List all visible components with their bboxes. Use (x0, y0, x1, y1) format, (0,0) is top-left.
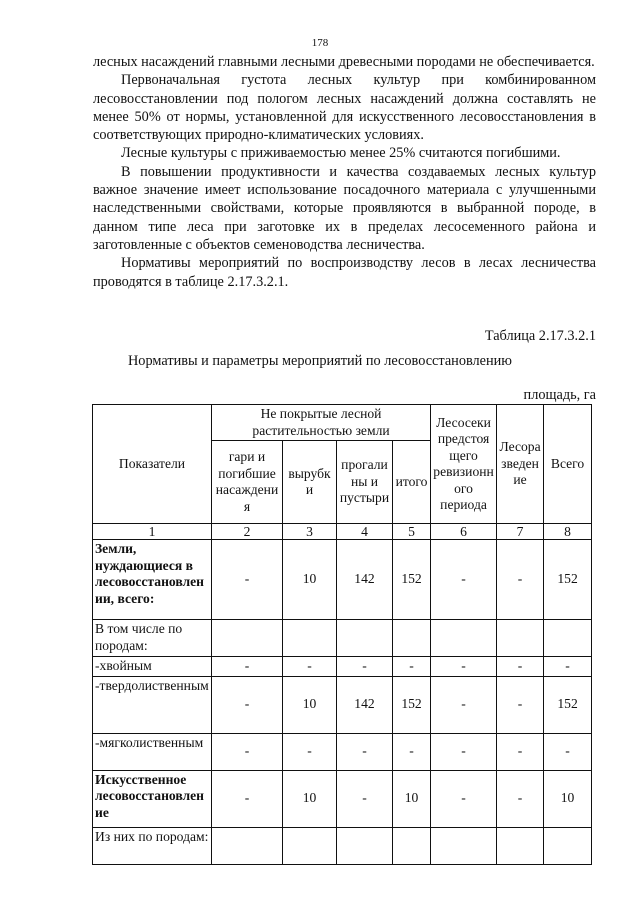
column-number: 4 (337, 524, 393, 540)
table-row (93, 676, 592, 733)
cell-value: - (283, 657, 337, 677)
table-row (93, 733, 592, 770)
header-clearings: вырубки (283, 441, 337, 524)
cell-value (393, 827, 431, 864)
cell-value (544, 620, 592, 657)
header-burned-dead-stands: гари и погибшие насаждения (212, 441, 283, 524)
row-label: В том числе по породам: (93, 620, 212, 657)
table-row (93, 620, 592, 657)
cell-value (431, 827, 497, 864)
header-indicators: Показатели (93, 405, 212, 524)
cell-value: - (337, 733, 393, 770)
table-row (93, 657, 592, 677)
table-units: площадь, га (523, 387, 596, 403)
column-number: 3 (283, 524, 337, 540)
cell-value: 10 (283, 676, 337, 733)
cell-value: 152 (544, 676, 592, 733)
cell-value: 152 (544, 540, 592, 620)
row-label: Земли, нуждающиеся в лесовосстановлении, всего: (93, 540, 212, 620)
table-row (93, 770, 592, 827)
cell-value: - (337, 657, 393, 677)
cell-value: - (337, 770, 393, 827)
cell-value (337, 827, 393, 864)
cell-value: 10 (283, 770, 337, 827)
page-number: 178 (311, 37, 329, 49)
row-label: Из них по породам: (93, 827, 212, 864)
cell-value (212, 620, 283, 657)
cell-value (393, 620, 431, 657)
paragraph: Первоначальная густота лесных культур при комбинированном лесовосстановлении под пологом лесных насаждений должна составлять не менее 50% от нормы, установленной для искусственного лесовосстановления в соответствующих природно-климатических условиях. (93, 72, 596, 144)
cell-value: - (497, 540, 544, 620)
column-number: 7 (497, 524, 544, 540)
row-label: -мягколиственным (93, 733, 212, 770)
cell-value: 142 (337, 676, 393, 733)
row-label: -хвойным (93, 657, 212, 677)
cell-value: - (431, 540, 497, 620)
reforestation-norms-table (92, 404, 592, 865)
cell-value: - (283, 733, 337, 770)
table-number: Таблица 2.17.3.2.1 (484, 328, 596, 344)
cell-value: - (431, 657, 497, 677)
cell-value (431, 620, 497, 657)
cell-value: - (431, 733, 497, 770)
table-row (93, 540, 592, 620)
cell-value: - (544, 733, 592, 770)
header-not-covered-lands: Не покрытые лесной растительностью земли (212, 405, 431, 441)
paragraph: Лесные культуры с приживаемостью менее 25% считаются погибшими. (121, 145, 561, 162)
cell-value: - (431, 770, 497, 827)
column-number: 2 (212, 524, 283, 540)
table-row (93, 827, 592, 864)
header-glades-wastelands: прогалины и пустыри (337, 441, 393, 524)
cell-value: 10 (393, 770, 431, 827)
cell-value: - (497, 770, 544, 827)
cell-value: - (212, 676, 283, 733)
table-title: Нормативы и параметры мероприятий по лесовосстановлению (127, 353, 512, 369)
cell-value: - (497, 657, 544, 677)
column-number: 5 (393, 524, 431, 540)
cell-value (337, 620, 393, 657)
row-label: Искусственное лесовосстановление (93, 770, 212, 827)
cell-value (212, 827, 283, 864)
header-cutting-areas: Лесосеки предстоящего ревизионного периода (431, 405, 497, 524)
header-afforestation: Лесоразведение (497, 405, 544, 524)
header-total: Всего (544, 405, 592, 524)
cell-value: - (393, 733, 431, 770)
cell-value: - (497, 676, 544, 733)
cell-value: - (212, 733, 283, 770)
column-number: 8 (544, 524, 592, 540)
cell-value: - (212, 657, 283, 677)
cell-value: - (431, 676, 497, 733)
paragraph: Нормативы мероприятий по воспроизводству лесов в лесах лесничества проводятся в таблице 2.17.3.2.1. (93, 255, 596, 290)
cell-value: - (544, 657, 592, 677)
column-number: 1 (93, 524, 212, 540)
cell-value: 152 (393, 540, 431, 620)
column-number: 6 (431, 524, 497, 540)
cell-value: 152 (393, 676, 431, 733)
cell-value (283, 827, 337, 864)
row-label: -твердолиственным (93, 676, 212, 733)
cell-value: 10 (283, 540, 337, 620)
paragraph: лесных насаждений главными лесными древесными породами не обеспечивается. (93, 54, 595, 70)
cell-value: 142 (337, 540, 393, 620)
cell-value: - (212, 540, 283, 620)
paragraph: В повышении продуктивности и качества создаваемых лесных культур важное значение имеет использование посадочного материала с улучшенными наследственными свойствами, которые проявляются в выбранной породе, в данном типе леса при заготовке их в пределах лесосеменного района и заготовленные с объектов семеноводства лесничества. (93, 163, 596, 253)
column-number-row (93, 524, 592, 540)
header-subtotal: итого (393, 441, 431, 524)
cell-value: - (212, 770, 283, 827)
cell-value: - (393, 657, 431, 677)
cell-value (283, 620, 337, 657)
body-text (93, 53, 596, 291)
cell-value (497, 620, 544, 657)
header-row (93, 405, 592, 441)
cell-value (497, 827, 544, 864)
cell-value: - (497, 733, 544, 770)
cell-value: 10 (544, 770, 592, 827)
cell-value (544, 827, 592, 864)
